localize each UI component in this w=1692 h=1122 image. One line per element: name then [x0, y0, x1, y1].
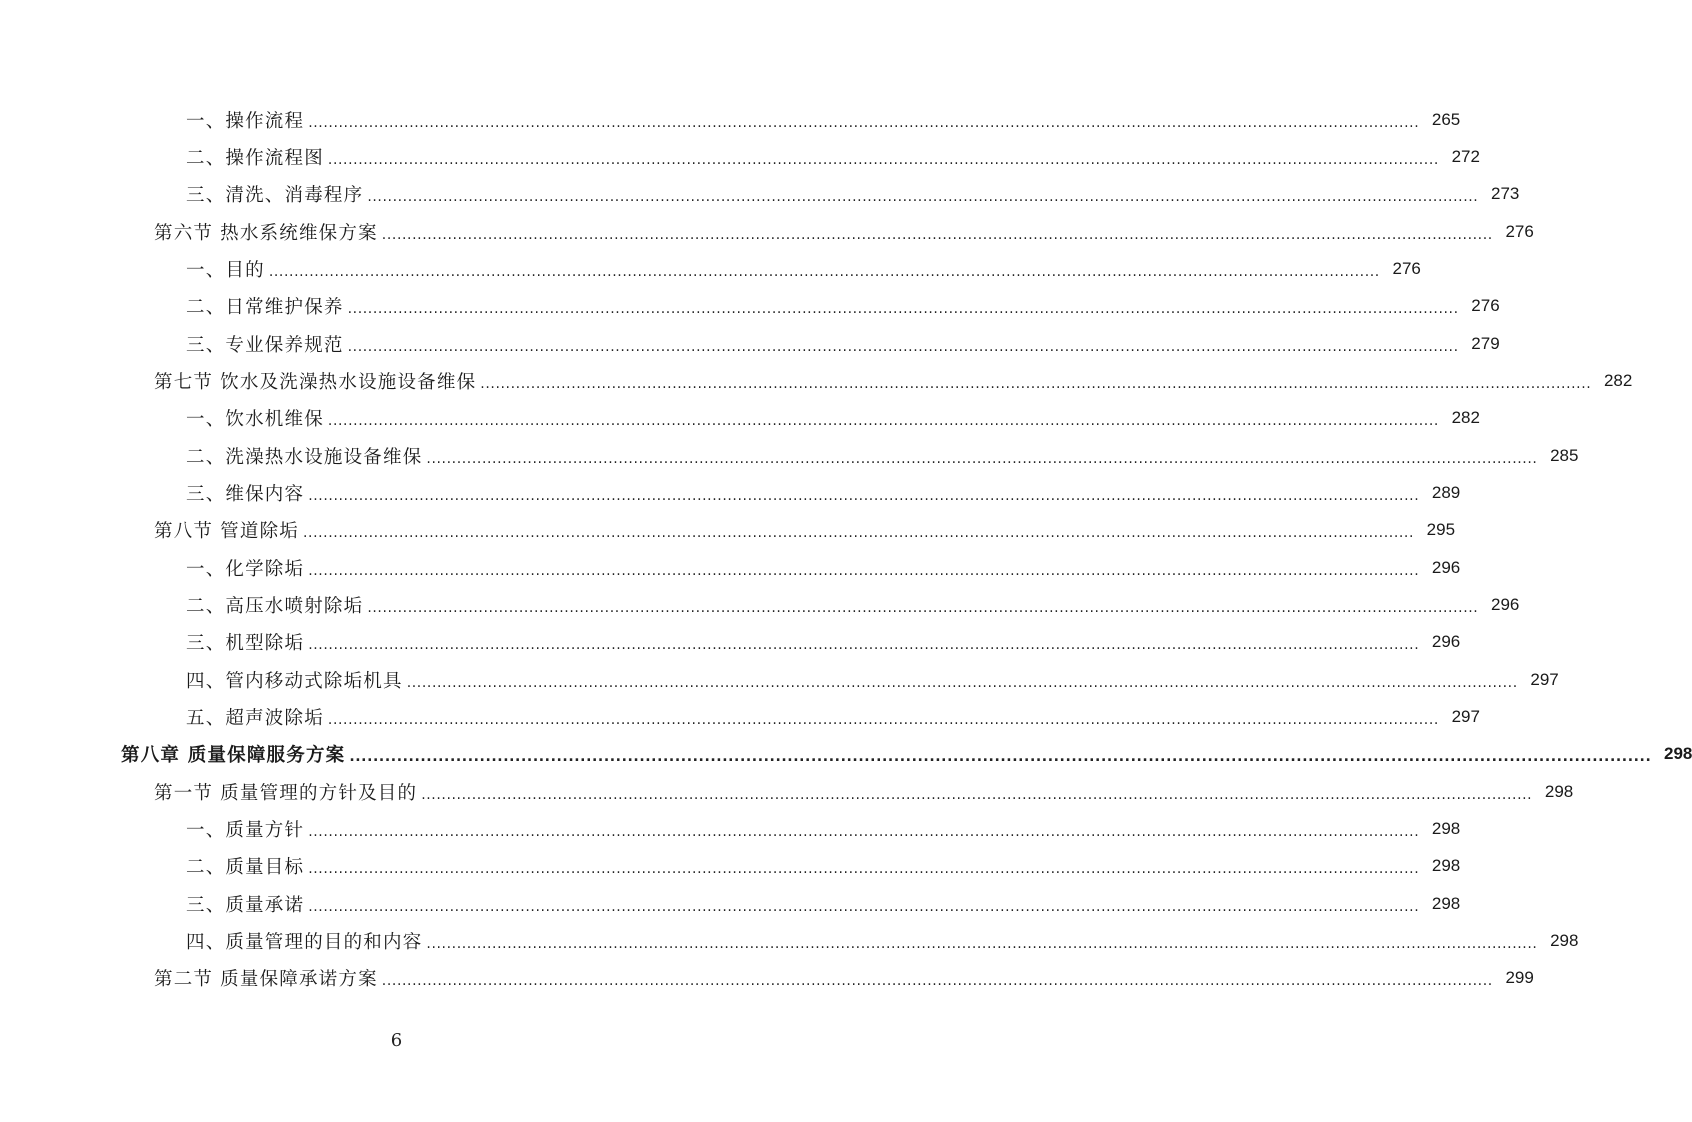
toc-leader-dots: ............................................................................................................................................................................................................................: [308, 487, 1420, 504]
toc-entry-title: 第一节 质量管理的方针及目的: [154, 782, 418, 804]
toc-entry-title: 第八节 管道除垢: [154, 521, 299, 543]
toc-leader-dots: ............................................................................................................................................................................................................................: [426, 935, 1538, 952]
toc-entry-title: 第六节 热水系统维保方案: [154, 222, 378, 244]
toc-leader-dots: ............................................................................................................................................................................................................................: [308, 861, 1420, 878]
toc-entry-title: 三、清洗、消毒程序: [186, 185, 364, 207]
toc-entry-title: 一、饮水机维保: [186, 409, 324, 431]
toc-entry-title: 三、机型除垢: [186, 633, 305, 655]
toc-entry-page: 298: [1664, 744, 1692, 764]
toc-entry: [0, 549, 1461, 586]
toc-entry-page: 272: [1451, 146, 1480, 166]
toc-entry: [0, 400, 1480, 437]
toc-entry-title: 三、专业保养规范: [186, 334, 344, 356]
toc-entry: [0, 437, 1579, 474]
toc-entry-title: 一、操作流程: [186, 110, 305, 132]
toc-entry-page: 297: [1451, 706, 1480, 726]
toc-entry-title: 二、高压水喷射除垢: [186, 595, 364, 617]
toc-entry-title: 三、维保内容: [186, 483, 305, 505]
toc-entry: [0, 176, 1520, 213]
table-of-contents: [0, 101, 1692, 997]
toc-leader-dots: ............................................................................................................................................................................................................................: [367, 189, 1479, 206]
toc-leader-dots: ............................................................................................................................................................................................................................: [308, 637, 1420, 654]
toc-leader-dots: ............................................................................................................................................................................................................................: [308, 898, 1420, 915]
toc-entry-title: 二、质量目标: [186, 857, 305, 879]
toc-leader-dots: ............................................................................................................................................................................................................................: [349, 749, 1652, 766]
toc-leader-dots: ............................................................................................................................................................................................................................: [480, 375, 1592, 392]
toc-entry: [0, 512, 1456, 549]
toc-entry: [0, 624, 1461, 661]
toc-entry-page: 282: [1451, 408, 1480, 428]
toc-leader-dots: ............................................................................................................................................................................................................................: [421, 786, 1533, 803]
toc-entry-page: 299: [1505, 968, 1534, 988]
toc-entry: [0, 325, 1500, 362]
toc-entry-title: 二、操作流程图: [186, 147, 324, 169]
toc-entry-title: 五、超声波除垢: [186, 707, 324, 729]
toc-entry-page: 273: [1490, 184, 1520, 204]
toc-entry-page: 285: [1550, 445, 1579, 465]
toc-entry: [0, 661, 1559, 698]
toc-entry-page: 298: [1431, 893, 1461, 913]
toc-entry: [0, 960, 1534, 997]
toc-entry: [0, 288, 1500, 325]
toc-leader-dots: ............................................................................................................................................................................................................................: [367, 599, 1479, 616]
toc-entry: [0, 101, 1461, 138]
toc-leader-dots: ............................................................................................................................................................................................................................: [381, 973, 1493, 990]
toc-entry: [0, 362, 1633, 399]
toc-entry-page: 296: [1490, 594, 1520, 614]
toc-leader-dots: ............................................................................................................................................................................................................................: [302, 525, 1415, 542]
toc-leader-dots: ............................................................................................................................................................................................................................: [406, 674, 1518, 691]
toc-entry-title: 第八章 质量保障服务方案: [121, 745, 346, 767]
toc-leader-dots: ............................................................................................................................................................................................................................: [381, 226, 1493, 243]
toc-entry-title: 一、化学除垢: [186, 558, 305, 580]
toc-entry-title: 一、质量方针: [186, 819, 305, 841]
toc-entry-page: 297: [1530, 669, 1559, 689]
toc-leader-dots: ............................................................................................................................................................................................................................: [308, 562, 1420, 579]
toc-entry-page: 296: [1431, 632, 1461, 652]
toc-entry-page: 298: [1550, 930, 1579, 950]
toc-entry: [0, 474, 1461, 511]
toc-entry-title: 四、管内移动式除垢机具: [186, 670, 403, 692]
toc-entry: [0, 250, 1421, 287]
toc-entry: [0, 848, 1461, 885]
toc-entry: [0, 810, 1461, 847]
toc-entry: [0, 922, 1579, 959]
toc-leader-dots: ............................................................................................................................................................................................................................: [268, 263, 1380, 280]
toc-entry-page: 289: [1431, 482, 1461, 502]
toc-entry: [0, 213, 1534, 250]
toc-entry-page: 296: [1431, 557, 1461, 577]
toc-entry-page: 295: [1426, 520, 1456, 540]
toc-entry-page: 279: [1471, 333, 1500, 353]
toc-entry-page: 265: [1431, 109, 1461, 129]
toc-leader-dots: ............................................................................................................................................................................................................................: [426, 450, 1538, 467]
toc-entry-title: 一、目的: [186, 259, 265, 281]
toc-entry-page: 276: [1392, 258, 1421, 278]
toc-entry-page: 298: [1431, 856, 1461, 876]
toc-leader-dots: ............................................................................................................................................................................................................................: [327, 413, 1439, 430]
toc-entry: [0, 885, 1461, 922]
toc-leader-dots: ............................................................................................................................................................................................................................: [308, 823, 1420, 840]
toc-entry-page: 276: [1505, 221, 1534, 241]
toc-entry-title: 三、质量承诺: [186, 894, 305, 916]
page-number: 6: [390, 1030, 403, 1051]
toc-entry-title: 四、质量管理的目的和内容: [186, 931, 423, 953]
toc-leader-dots: ............................................................................................................................................................................................................................: [347, 338, 1459, 355]
toc-entry-page: 276: [1471, 296, 1500, 316]
toc-entry-title: 二、洗澡热水设施设备维保: [186, 446, 423, 468]
toc-entry-page: 298: [1544, 781, 1574, 801]
toc-leader-dots: ............................................................................................................................................................................................................................: [327, 151, 1439, 168]
toc-entry: [0, 698, 1480, 735]
toc-entry-page: 282: [1603, 370, 1633, 390]
toc-entry-title: 二、日常维护保养: [186, 297, 344, 319]
toc-leader-dots: ............................................................................................................................................................................................................................: [347, 301, 1459, 318]
toc-leader-dots: ............................................................................................................................................................................................................................: [327, 711, 1439, 728]
toc-entry-title: 第七节 饮水及洗澡热水设施设备维保: [154, 371, 477, 393]
toc-leader-dots: ............................................................................................................................................................................................................................: [308, 114, 1420, 131]
toc-entry-page: 298: [1431, 818, 1461, 838]
toc-entry: [0, 736, 1692, 773]
toc-entry: [0, 138, 1480, 175]
toc-entry: [0, 773, 1574, 810]
toc-entry-title: 第二节 质量保障承诺方案: [154, 969, 378, 991]
toc-entry: [0, 586, 1520, 623]
